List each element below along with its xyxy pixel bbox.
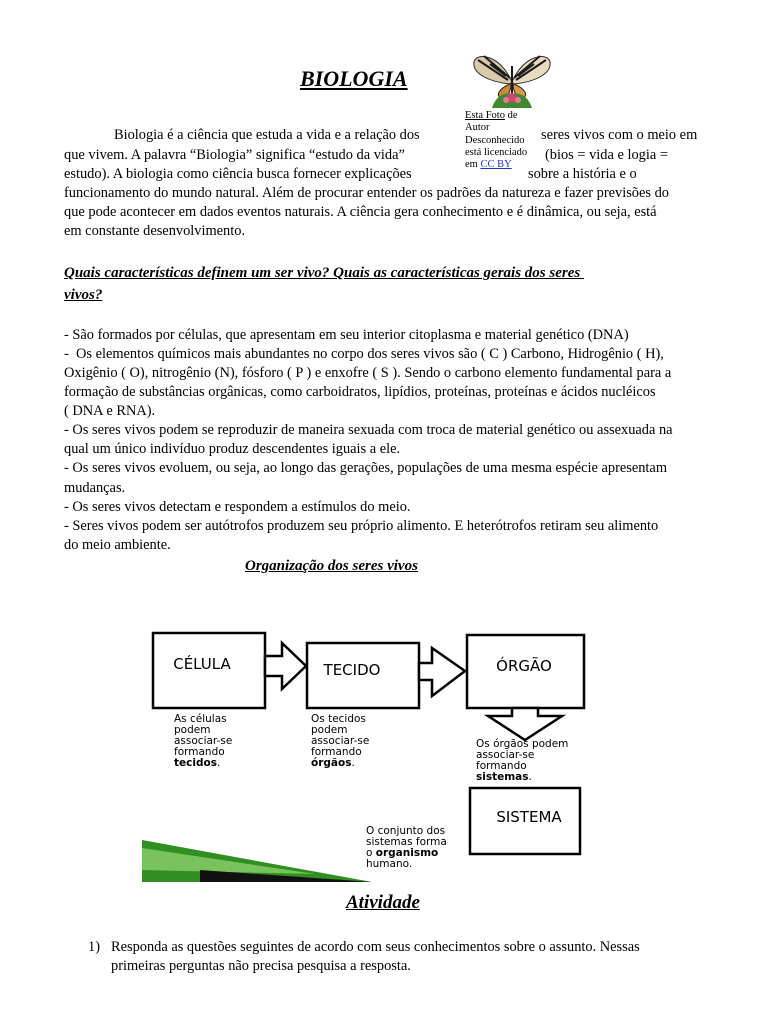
list-item: do meio ambiente. — [64, 537, 171, 553]
list-item: - Os elementos químicos mais abundantes no corpo dos seres vivos são ( C ) Carbono, Hidrogênio ( H), — [64, 346, 664, 362]
list-item: qual um único indivíduo produz descendentes iguais a ele. — [64, 441, 401, 457]
list-item: ( DNA e RNA). — [64, 403, 156, 419]
label-orgao: ÓRGÃO — [496, 657, 552, 675]
organization-diagram — [140, 608, 640, 883]
svg-text:sistemas.: sistemas. — [476, 771, 532, 783]
list-item: - Os seres vivos podem se reproduzir de maneira sexuada com troca de material genético ou assexuada na — [64, 422, 673, 438]
svg-text:órgãos.: órgãos. — [311, 757, 355, 769]
arrow-right-icon — [419, 648, 465, 696]
svg-text:podem: podem — [174, 724, 211, 736]
svg-text:associar-se: associar-se — [174, 735, 233, 747]
activity-heading: Atividade — [346, 892, 420, 913]
svg-text:Os tecidos: Os tecidos — [311, 713, 366, 725]
photo-link[interactable]: Esta Foto — [465, 110, 505, 121]
svg-text:associar-se: associar-se — [476, 749, 535, 761]
photo-credit-caption: Esta Foto de Autor Desconhecido está licenciado em CC BY — [465, 110, 528, 171]
svg-text:Os órgãos podem: Os órgãos podem — [476, 738, 569, 750]
svg-text:As células: As células — [174, 713, 227, 725]
activity-number: 1) — [88, 939, 100, 955]
svg-text:humano.: humano. — [366, 858, 413, 870]
label-celula: CÉLULA — [173, 655, 231, 673]
svg-text:formando: formando — [174, 746, 225, 758]
svg-text:podem: podem — [311, 724, 348, 736]
arrow-down-icon — [488, 708, 562, 740]
arrow-right-icon — [265, 643, 306, 689]
butterfly-icon — [470, 52, 554, 108]
svg-text:O conjunto dos: O conjunto dos — [366, 825, 446, 837]
list-item: - Seres vivos podem ser autótrofos produzem seu próprio alimento. E heterótrofos retiram seu alimento — [64, 518, 659, 534]
list-item: Oxigênio ( O), nitrogênio (N), fósforo ( P ) e enxofre ( S ). Sendo o carbono elemento fundamental para a — [64, 365, 672, 381]
svg-text:sistemas forma: sistemas forma — [366, 836, 447, 848]
label-tecido: TECIDO — [323, 661, 381, 679]
svg-text:o organismo: o organismo — [366, 847, 439, 859]
list-item: - Os seres vivos evoluem, ou seja, ao longo das gerações, populações de uma mesma espécie apresentam — [64, 460, 668, 476]
organization-heading: Organização dos seres vivos — [245, 558, 418, 574]
svg-text:formando: formando — [476, 760, 527, 772]
svg-text:associar-se: associar-se — [311, 735, 370, 747]
butterfly-photo — [470, 52, 554, 108]
list-item: mudanças. — [64, 480, 126, 496]
page-title: BIOLOGIA — [300, 66, 408, 91]
label-sistema: SISTEMA — [496, 808, 562, 826]
list-item: - Os seres vivos detectam e respondem a estímulos do meio. — [64, 499, 411, 515]
list-item: formação de substâncias orgânicas, como carboidratos, lipídios, proteínas, proteínas e ácidos nucléicos — [64, 384, 656, 400]
license-link[interactable]: CC BY — [480, 159, 512, 171]
svg-text:formando: formando — [311, 746, 362, 758]
svg-text:tecidos.: tecidos. — [174, 757, 221, 769]
list-item: - São formados por células, que apresentam em seu interior citoplasma e material genético (DNA) — [64, 327, 629, 343]
